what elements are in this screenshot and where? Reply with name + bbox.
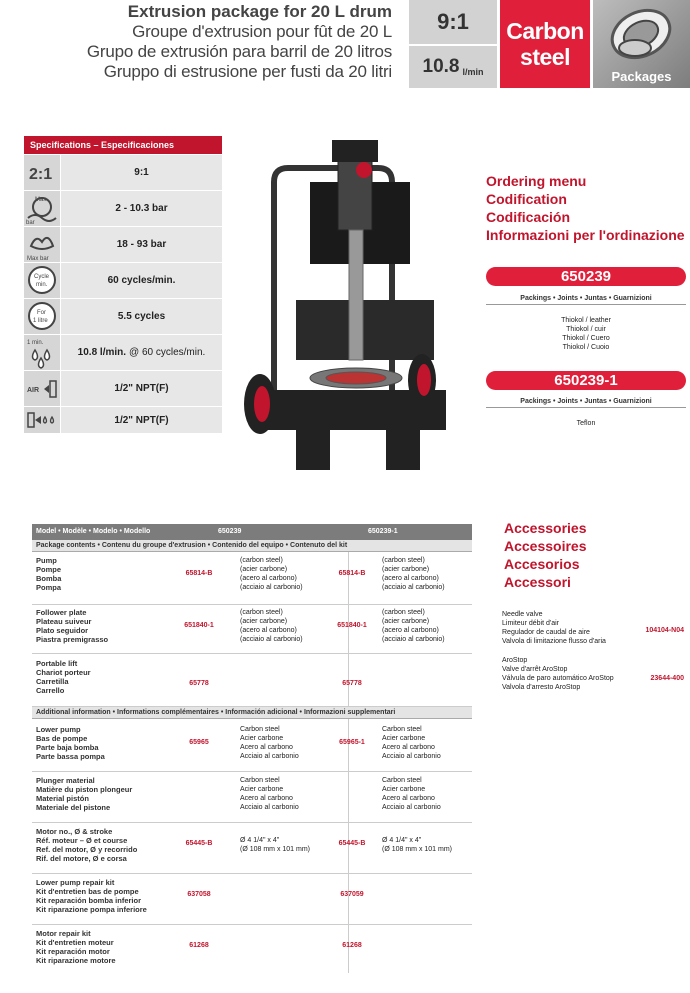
svg-text:AIR: AIR	[27, 387, 40, 394]
table-header	[32, 524, 472, 540]
accessory-needle-valve	[502, 610, 688, 646]
part-desc: Ø 4 1/4" x 4" (Ø 108 mm x 101 mm)	[240, 837, 311, 853]
fluid-outlet-icon	[24, 407, 60, 433]
title-en: Extrusion package for 20 L drum	[127, 2, 392, 21]
svg-text:min.: min.	[36, 282, 48, 288]
packing-line: Thiokol / leather	[561, 317, 611, 324]
row-label: Lower pump repair kit Kit d'entretien bas de pompe Kit reparación bomba inferior Kit riparazione pompa inferiore	[36, 878, 147, 914]
accessories-title-it: Accessori	[504, 574, 571, 590]
model-code-bar: 650239	[486, 267, 686, 286]
fluid-pressure-icon	[24, 227, 60, 262]
accessories-title-fr: Accessoires	[504, 538, 587, 554]
part-desc: Carbon steel Acier carbone Acero al carbono Acciaio al carbonio	[382, 777, 441, 811]
packing-line: Thiokol / cuir	[566, 326, 606, 333]
accessories-title	[504, 519, 587, 591]
row-label: Portable lift Chariot porteur Carretilla Carrello	[36, 659, 91, 695]
table-row-motor	[32, 823, 472, 874]
ratio-icon	[24, 155, 60, 190]
table-row-lower-pump-repair-kit	[32, 874, 472, 925]
table-row-portable-lift	[32, 654, 472, 707]
model-table	[32, 524, 472, 973]
table-header-model: Model • Modèle • Modelo • Modello	[36, 528, 151, 535]
spec-value: 1/2" NPT(F)	[61, 371, 222, 406]
table-row-plunger-material	[32, 772, 472, 823]
spec-value	[61, 335, 222, 370]
table-header-col1: 650239	[218, 528, 242, 535]
flow-value: 10.8	[422, 56, 460, 77]
packings-label: Packings • Joints • Juntas • Guarnizioni	[486, 295, 686, 305]
packing-material-list	[486, 316, 686, 352]
ratio-box	[409, 0, 497, 44]
spec-value-extra: @ 60 cycles/min.	[129, 347, 206, 358]
part-number: 65965-1	[339, 739, 365, 746]
part-desc: Ø 4 1/4" x 4" (Ø 108 mm x 101 mm)	[382, 837, 453, 853]
part-number: 65965	[189, 739, 209, 746]
accessory-line: Needle valve	[502, 611, 543, 618]
part-number: 65778	[189, 680, 209, 687]
part-number: 637059	[340, 891, 364, 898]
spec-value: 2 - 10.3 bar	[61, 191, 222, 226]
pump-cart-illustration	[236, 140, 456, 480]
accessories-title-es: Accesorios	[504, 556, 580, 572]
table-row-lower-pump	[32, 719, 472, 772]
spec-row-fluid-pressure	[24, 227, 222, 263]
spec-value: 18 - 93 bar	[61, 227, 222, 262]
spec-row-cycles-per-litre	[24, 299, 222, 335]
accessory-arostop	[502, 656, 688, 692]
flow-box	[409, 46, 497, 88]
part-number: 65814-B	[185, 570, 213, 577]
row-label: Follower plate Plateau suiveur Plato seguidor Piastra premigrasso	[36, 608, 109, 644]
part-number: 61268	[189, 942, 209, 949]
packing-line: Thiokol / Cuero	[562, 335, 610, 342]
air-pressure-icon	[24, 191, 60, 226]
accessory-code: 104104-N04	[645, 627, 684, 634]
svg-text:For: For	[37, 310, 46, 316]
ordering-title	[486, 172, 685, 244]
row-label: Lower pump Bas de pompe Parte baja bomba Parte bassa pompa	[36, 725, 105, 761]
flow-rate-icon	[24, 335, 60, 370]
part-desc: Carbon steel Acier carbone Acero al carbono Acciaio al carbonio	[240, 726, 299, 760]
spec-value: 5.5 cycles	[61, 299, 222, 334]
table-row-motor-repair-kit	[32, 925, 472, 973]
svg-text:Max: Max	[35, 197, 47, 203]
spec-value-main: 10.8 l/min.	[77, 347, 127, 358]
part-number: 65445-B	[185, 840, 213, 847]
part-desc: Carbon steel Acier carbone Acero al carbono Acciaio al carbonio	[382, 726, 441, 760]
title-it: Gruppo di estrusione per fusti da 20 litri	[103, 62, 392, 81]
packages-label: Packages	[611, 69, 672, 84]
material-line1: Carbon	[506, 18, 584, 44]
part-number: 65814-B	[338, 570, 366, 577]
material-line2: steel	[520, 44, 570, 70]
part-desc: (carbon steel) (acier carbone) (acero al carbono) (acciaio al carbonio)	[382, 609, 445, 643]
packages-tile	[593, 0, 690, 88]
ratio-icon-text: 2:1	[29, 166, 53, 183]
packing-line: Teflon	[576, 420, 596, 427]
accessory-line: Regulador de caudal de aire	[502, 629, 590, 636]
accessory-line: Valvola d'arresto AroStop	[502, 684, 581, 691]
part-desc: (carbon steel) (acier carbone) (acero al carbono) (acciaio al carbonio)	[382, 557, 445, 591]
accessories-title-en: Accessories	[504, 520, 587, 536]
row-label: Motor repair kit Kit d'entretien moteur Kit reparación motor Kit riparazione motore	[36, 929, 116, 965]
ordering-title-en: Ordering menu	[486, 173, 587, 189]
ordering-title-fr: Codification	[486, 191, 567, 207]
packing-material-list	[486, 419, 686, 428]
accessory-code: 23644-400	[650, 675, 684, 682]
ordering-title-es: Codificación	[486, 209, 571, 225]
flow-unit: l/min	[462, 66, 484, 77]
svg-text:Max bar: Max bar	[27, 256, 49, 261]
section-package-contents: Package contents • Contenu du groupe d'extrusion • Contenido del equipo • Contenuto del kit	[32, 540, 472, 552]
part-number: 651840-1	[337, 622, 367, 629]
part-number: 637058	[187, 891, 211, 898]
accessory-line: Valve d'arrêt AroStop	[502, 666, 568, 673]
cycles-per-litre-icon	[24, 299, 60, 334]
part-number: 65778	[342, 680, 362, 687]
accessory-line: Válvula de paro automático AroStop	[502, 675, 614, 682]
spec-value: 1/2" NPT(F)	[61, 407, 222, 433]
ratio-value: 9:1	[437, 9, 469, 34]
spec-row-flow	[24, 335, 222, 371]
air-inlet-icon	[24, 371, 60, 406]
part-desc: (carbon steel) (acier carbone) (acero al carbono) (acciaio al carbonio)	[240, 557, 303, 591]
ordering-title-it: Informazioni per l'ordinazione	[486, 227, 685, 243]
table-header-col2: 650239-1	[368, 528, 398, 535]
svg-text:bar: bar	[26, 220, 35, 225]
accessory-line: Limiteur débit d'air	[502, 620, 559, 627]
title-fr: Groupe d'extrusion pour fût de 20 L	[132, 22, 392, 41]
spec-row-air-pressure	[24, 191, 222, 227]
spec-row-air-inlet	[24, 371, 222, 407]
title-es: Grupo de extrusión para barril de 20 litros	[86, 42, 392, 61]
spec-value: 9:1	[61, 155, 222, 190]
spec-row-fluid-outlet	[24, 407, 222, 434]
part-number: 651840-1	[184, 622, 214, 629]
row-label: Motor no., Ø & stroke Réf. moteur – Ø et course Ref. del motor, Ø y recorrido Rif. del motore, Ø e corsa	[36, 827, 138, 863]
material-badge	[500, 0, 590, 88]
part-number: 65445-B	[338, 840, 366, 847]
row-label: Pump Pompe Bomba Pompa	[36, 556, 62, 592]
part-number: 61268	[342, 942, 362, 949]
table-row-pump	[32, 552, 472, 605]
accessory-line: Valvola di limitazione flusso d'aria	[502, 638, 606, 645]
packages-icon	[593, 0, 690, 70]
cycles-icon	[24, 263, 60, 298]
product-title	[0, 2, 392, 82]
packings-label: Packings • Joints • Juntas • Guarnizioni	[486, 398, 686, 408]
table-row-follower-plate	[32, 605, 472, 654]
svg-text:1 min.: 1 min.	[27, 340, 44, 346]
svg-text:Cycle: Cycle	[34, 274, 50, 280]
spec-value: 60 cycles/min.	[61, 263, 222, 298]
svg-text:1 litre: 1 litre	[33, 318, 48, 324]
section-additional-info: Additional information • Informations complémentaires • Información adicional • Informazioni supplementari	[32, 707, 472, 719]
spec-row-ratio	[24, 155, 222, 191]
row-label: Plunger material Matière du piston plongeur Material pistón Materiale del pistone	[36, 776, 133, 812]
part-desc: (carbon steel) (acier carbone) (acero al carbono) (acciaio al carbonio)	[240, 609, 303, 643]
accessory-line: AroStop	[502, 657, 528, 664]
spec-row-cycles	[24, 263, 222, 299]
packing-line: Thiokol / Cuoio	[562, 344, 610, 351]
part-desc: Carbon steel Acier carbone Acero al carbono Acciaio al carbonio	[240, 777, 299, 811]
model-code-bar: 650239-1	[486, 371, 686, 390]
specs-title: Specifications – Especificaciones	[24, 136, 222, 154]
